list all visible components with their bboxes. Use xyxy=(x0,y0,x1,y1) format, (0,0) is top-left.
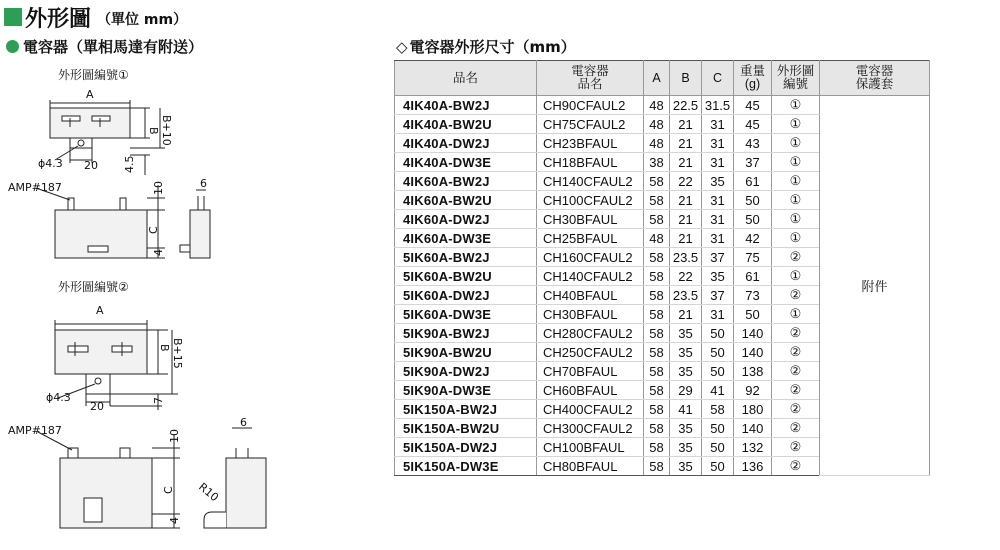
fig2-dim-6: 6 xyxy=(240,416,247,429)
cell-a: 58 xyxy=(644,286,670,305)
cell-capacitor: CH23BFAUL xyxy=(537,134,644,153)
fig1-dim-c: C xyxy=(147,226,160,234)
cell-b: 22 xyxy=(670,172,702,191)
cell-b: 35 xyxy=(670,438,702,457)
cell-c: 50 xyxy=(702,457,734,476)
cell-c: 50 xyxy=(702,343,734,362)
cell-capacitor: CH90CFAUL2 xyxy=(537,96,644,115)
fig2-dim-20: 20 xyxy=(90,400,104,413)
cell-a: 58 xyxy=(644,210,670,229)
cell-capacitor: CH280CFAUL2 xyxy=(537,324,644,343)
cell-b: 21 xyxy=(670,229,702,248)
header-weight: 重量 (g) xyxy=(734,61,772,96)
cell-a: 58 xyxy=(644,343,670,362)
cell-c: 31.5 xyxy=(702,96,734,115)
title-unit: （單位 mm） xyxy=(97,12,188,28)
cell-figure: ② xyxy=(772,419,820,438)
cell-a: 48 xyxy=(644,115,670,134)
cell-weight: 45 xyxy=(734,96,772,115)
table-header-row xyxy=(395,61,930,96)
cell-b: 35 xyxy=(670,419,702,438)
cell-model: 5IK150A-DW3E xyxy=(395,457,537,476)
cell-figure: ① xyxy=(772,115,820,134)
cell-figure: ② xyxy=(772,286,820,305)
cell-c: 58 xyxy=(702,400,734,419)
cell-figure: ② xyxy=(772,362,820,381)
cell-model: 4IK40A-DW3E xyxy=(395,153,537,172)
cell-weight: 61 xyxy=(734,172,772,191)
cell-c: 37 xyxy=(702,248,734,267)
cell-c: 31 xyxy=(702,229,734,248)
cell-b: 35 xyxy=(670,457,702,476)
header-c: C xyxy=(702,61,734,96)
cell-b: 29 xyxy=(670,381,702,400)
cell-capacitor: CH30BFAUL xyxy=(537,305,644,324)
fig2-dim-phi: ϕ4.3 xyxy=(46,391,71,404)
cell-a: 58 xyxy=(644,324,670,343)
fig2-amp: AMP#187 xyxy=(8,424,62,437)
cell-capacitor: CH70BFAUL xyxy=(537,362,644,381)
table-row xyxy=(395,96,930,115)
cell-c: 31 xyxy=(702,210,734,229)
header-capacitor: 電容器 品名 xyxy=(537,61,644,96)
title-text: 外形圖 xyxy=(25,6,92,32)
cell-a: 58 xyxy=(644,172,670,191)
cell-b: 21 xyxy=(670,210,702,229)
subtitle-text: 電容器（單相馬達有附送） xyxy=(23,38,204,56)
cell-figure: ② xyxy=(772,381,820,400)
cell-weight: 50 xyxy=(734,191,772,210)
cell-weight: 75 xyxy=(734,248,772,267)
cell-weight: 73 xyxy=(734,286,772,305)
cell-b: 35 xyxy=(670,343,702,362)
cell-c: 31 xyxy=(702,134,734,153)
cell-model: 4IK60A-BW2J xyxy=(395,172,537,191)
cell-figure: ① xyxy=(772,267,820,286)
fig2-dim-r10: R10 xyxy=(196,480,222,505)
fig2-dim-10: 10 xyxy=(168,429,181,443)
cell-model: 5IK60A-BW2J xyxy=(395,248,537,267)
cell-c: 31 xyxy=(702,153,734,172)
cell-capacitor: CH18BFAUL xyxy=(537,153,644,172)
cell-model: 4IK40A-DW2J xyxy=(395,134,537,153)
cell-model: 4IK60A-DW2J xyxy=(395,210,537,229)
cell-weight: 42 xyxy=(734,229,772,248)
cell-model: 5IK150A-BW2U xyxy=(395,419,537,438)
cell-figure: ① xyxy=(772,191,820,210)
cell-capacitor: CH40BFAUL xyxy=(537,286,644,305)
cell-b: 23.5 xyxy=(670,248,702,267)
fig2-caption: 外形圖編號② xyxy=(58,280,129,294)
fig1-dim-10: 10 xyxy=(152,181,165,195)
cell-weight: 50 xyxy=(734,210,772,229)
cell-weight: 140 xyxy=(734,324,772,343)
cell-a: 58 xyxy=(644,191,670,210)
fig1-dim-b10: B+10 xyxy=(160,115,173,146)
cell-capacitor: CH250CFAUL2 xyxy=(537,343,644,362)
cell-c: 31 xyxy=(702,191,734,210)
cell-a: 58 xyxy=(644,248,670,267)
fig1-caption: 外形圖編號① xyxy=(58,68,129,82)
cell-c: 31 xyxy=(702,115,734,134)
outline-figure-1 xyxy=(0,60,207,260)
cell-weight: 180 xyxy=(734,400,772,419)
cell-capacitor: CH160CFAUL2 xyxy=(537,248,644,267)
cell-a: 38 xyxy=(644,153,670,172)
cell-accessory: 附件 xyxy=(820,96,930,476)
cell-c: 50 xyxy=(702,438,734,457)
cell-figure: ① xyxy=(772,96,820,115)
cell-figure: ② xyxy=(772,343,820,362)
cell-a: 58 xyxy=(644,362,670,381)
page-title xyxy=(4,2,187,32)
fig1-dim-phi: ϕ4.3 xyxy=(38,157,63,170)
cell-figure: ② xyxy=(772,248,820,267)
fig2-dim-4: 4 xyxy=(168,517,181,524)
cell-capacitor: CH60BFAUL xyxy=(537,381,644,400)
cell-weight: 92 xyxy=(734,381,772,400)
cell-capacitor: CH30BFAUL xyxy=(537,210,644,229)
fig1-amp: AMP#187 xyxy=(8,181,62,194)
section-subtitle xyxy=(6,36,203,57)
cell-model: 4IK40A-BW2J xyxy=(395,96,537,115)
table-title-text: 電容器外形尺寸（mm） xyxy=(409,38,576,56)
cell-b: 35 xyxy=(670,324,702,343)
cell-capacitor: CH25BFAUL xyxy=(537,229,644,248)
cell-a: 58 xyxy=(644,400,670,419)
cell-weight: 140 xyxy=(734,419,772,438)
cell-weight: 43 xyxy=(734,134,772,153)
fig1-dim-45: 4.5 xyxy=(123,155,136,173)
diamond-icon: ◇ xyxy=(396,37,408,56)
green-square-icon xyxy=(4,8,22,26)
header-a: A xyxy=(644,61,670,96)
cell-c: 35 xyxy=(702,267,734,286)
cell-b: 21 xyxy=(670,153,702,172)
header-model: 品名 xyxy=(395,61,537,96)
fig1-dim-b: B xyxy=(147,127,160,135)
cell-weight: 136 xyxy=(734,457,772,476)
cell-figure: ② xyxy=(772,438,820,457)
cell-weight: 37 xyxy=(734,153,772,172)
cell-capacitor: CH100BFAUL xyxy=(537,438,644,457)
fig2-dim-b: B xyxy=(158,344,171,352)
cell-model: 4IK40A-BW2U xyxy=(395,115,537,134)
fig1-dim-6: 6 xyxy=(200,177,207,190)
cell-weight: 61 xyxy=(734,267,772,286)
cell-b: 22 xyxy=(670,267,702,286)
fig1-dim-a: A xyxy=(86,88,94,101)
fig1-dim-20: 20 xyxy=(84,159,98,172)
cell-weight: 140 xyxy=(734,343,772,362)
cell-model: 5IK90A-DW2J xyxy=(395,362,537,381)
cell-figure: ① xyxy=(772,229,820,248)
fig2-dim-7: 7 xyxy=(152,397,165,404)
cell-model: 5IK150A-DW2J xyxy=(395,438,537,457)
capacitor-spec-table xyxy=(394,60,930,476)
cell-capacitor: CH140CFAUL2 xyxy=(537,267,644,286)
cell-c: 31 xyxy=(702,305,734,324)
fig1-dim-4: 4 xyxy=(152,249,165,256)
cell-b: 23.5 xyxy=(670,286,702,305)
cell-model: 5IK90A-BW2J xyxy=(395,324,537,343)
cell-c: 50 xyxy=(702,324,734,343)
cell-model: 5IK90A-BW2U xyxy=(395,343,537,362)
cell-b: 21 xyxy=(670,191,702,210)
header-figure: 外形圖 編號 xyxy=(772,61,820,96)
cell-b: 35 xyxy=(670,362,702,381)
cell-model: 4IK60A-BW2U xyxy=(395,191,537,210)
cell-b: 21 xyxy=(670,134,702,153)
outline-figure-2 xyxy=(0,298,300,538)
cell-capacitor: CH75CFAUL2 xyxy=(537,115,644,134)
fig2-dim-c: C xyxy=(162,486,175,494)
cell-weight: 138 xyxy=(734,362,772,381)
header-cover: 電容器 保護套 xyxy=(820,61,930,96)
fig2-dim-b15: B+15 xyxy=(171,338,184,369)
cell-a: 58 xyxy=(644,438,670,457)
cell-model: 5IK60A-DW2J xyxy=(395,286,537,305)
fig2-dim-a: A xyxy=(96,304,104,317)
cell-capacitor: CH400CFAUL2 xyxy=(537,400,644,419)
cell-c: 50 xyxy=(702,362,734,381)
cell-model: 5IK60A-BW2U xyxy=(395,267,537,286)
cell-a: 58 xyxy=(644,267,670,286)
cell-figure: ① xyxy=(772,153,820,172)
cell-capacitor: CH100CFAUL2 xyxy=(537,191,644,210)
cell-weight: 45 xyxy=(734,115,772,134)
cell-a: 48 xyxy=(644,134,670,153)
cell-model: 5IK90A-DW3E xyxy=(395,381,537,400)
cell-figure: ② xyxy=(772,457,820,476)
cell-model: 5IK60A-DW3E xyxy=(395,305,537,324)
cell-a: 58 xyxy=(644,419,670,438)
cell-c: 50 xyxy=(702,419,734,438)
cell-figure: ① xyxy=(772,210,820,229)
cell-figure: ② xyxy=(772,400,820,419)
cell-b: 21 xyxy=(670,305,702,324)
cell-c: 41 xyxy=(702,381,734,400)
cell-figure: ② xyxy=(772,324,820,343)
cell-c: 37 xyxy=(702,286,734,305)
cell-a: 48 xyxy=(644,229,670,248)
cell-c: 35 xyxy=(702,172,734,191)
cell-a: 58 xyxy=(644,457,670,476)
cell-b: 22.5 xyxy=(670,96,702,115)
header-b: B xyxy=(670,61,702,96)
cell-capacitor: CH300CFAUL2 xyxy=(537,419,644,438)
cell-a: 58 xyxy=(644,381,670,400)
cell-capacitor: CH80BFAUL xyxy=(537,457,644,476)
cell-figure: ① xyxy=(772,172,820,191)
cell-weight: 50 xyxy=(734,305,772,324)
cell-weight: 132 xyxy=(734,438,772,457)
cell-b: 21 xyxy=(670,115,702,134)
cell-a: 48 xyxy=(644,96,670,115)
cell-a: 58 xyxy=(644,305,670,324)
table-title xyxy=(396,36,576,57)
cell-figure: ① xyxy=(772,305,820,324)
cell-model: 4IK60A-DW3E xyxy=(395,229,537,248)
cell-capacitor: CH140CFAUL2 xyxy=(537,172,644,191)
cell-model: 5IK150A-BW2J xyxy=(395,400,537,419)
green-dot-icon xyxy=(6,40,19,53)
cell-b: 41 xyxy=(670,400,702,419)
cell-figure: ① xyxy=(772,134,820,153)
